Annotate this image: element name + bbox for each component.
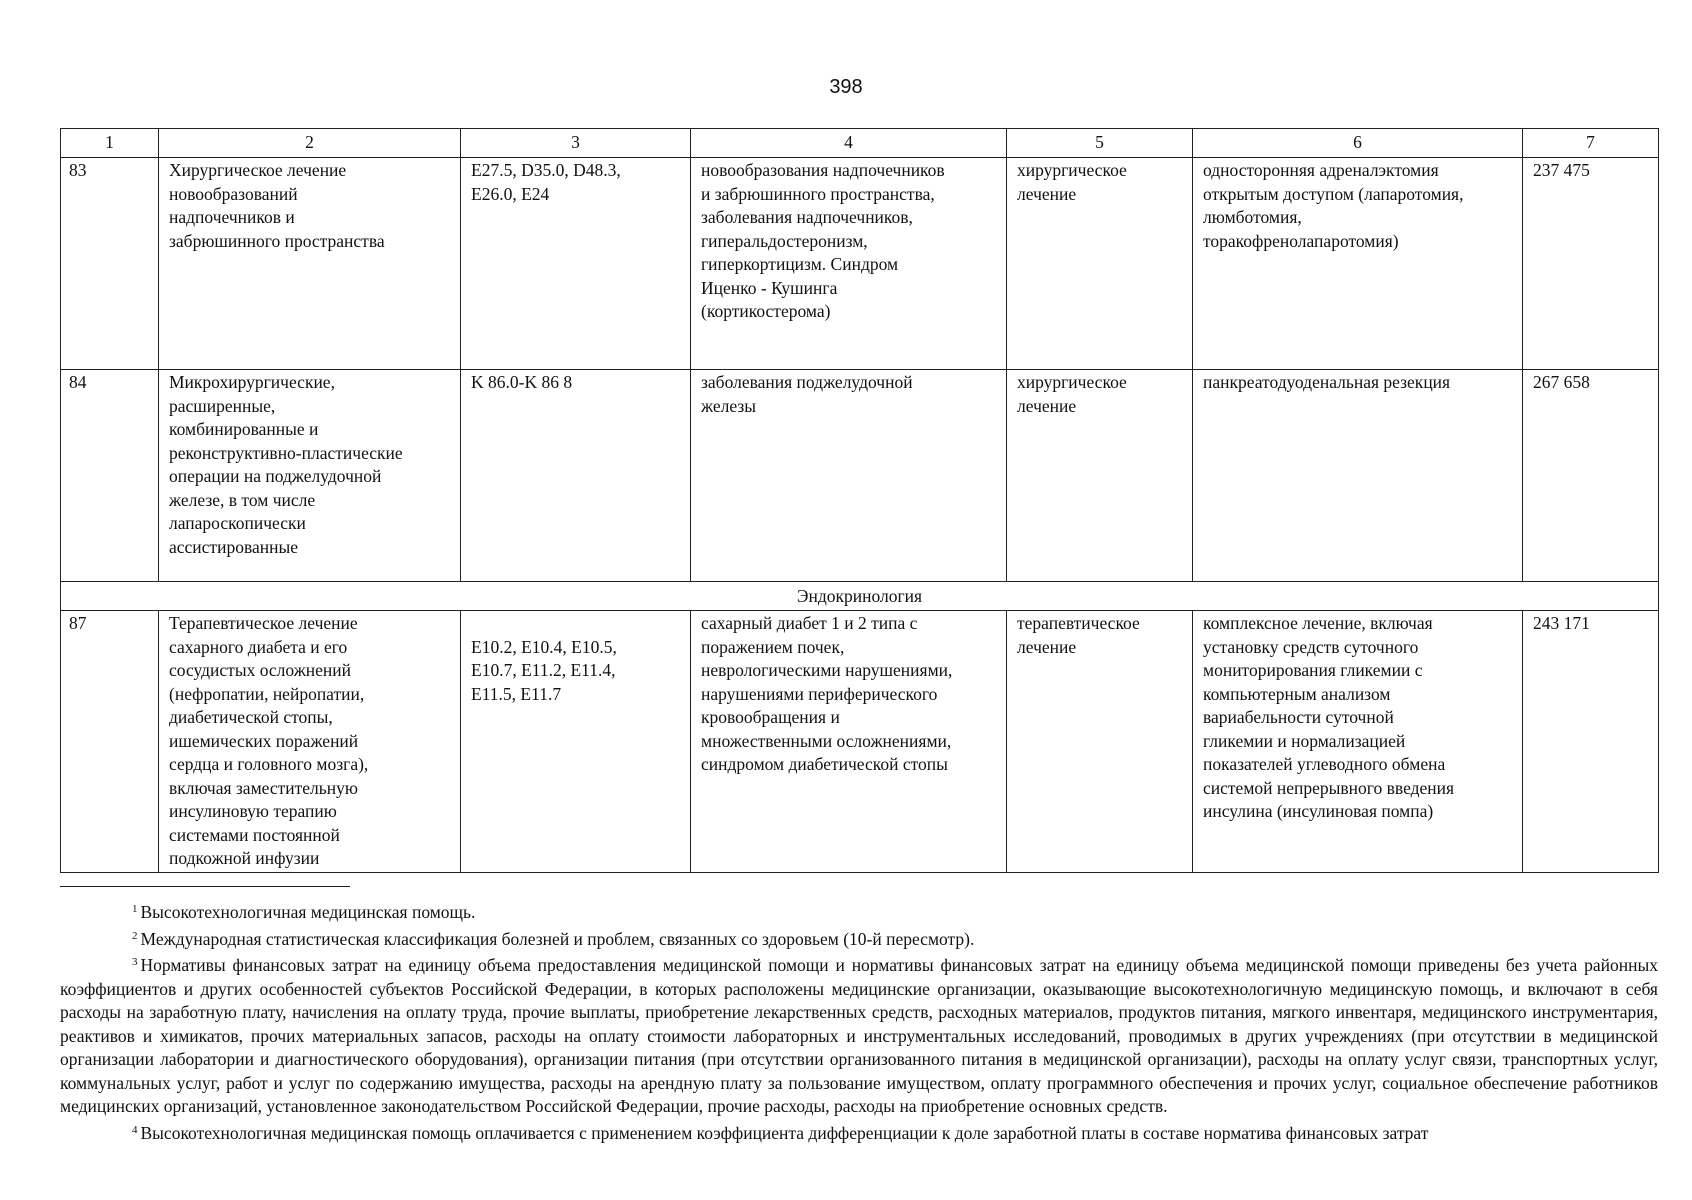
row-number: 84 — [61, 370, 159, 582]
cost-norm: 267 658 — [1523, 370, 1659, 582]
footnote-text: Высокотехнологичная медицинская помощь оплачивается с применением коэффициента дифференциации к доле заработной платы в составе норматива финансовых затрат — [140, 1122, 1429, 1143]
treatment-type: хирургическое лечение — [1007, 370, 1193, 582]
column-number-1: 1 — [61, 129, 159, 158]
section-title: Эндокринология — [61, 582, 1659, 611]
table-row — [61, 370, 1659, 582]
treatment-method: односторонняя адреналэктомия открытым доступом (лапаротомия, люмботомия, торакофренолапаротомия) — [1193, 158, 1523, 370]
column-number-4: 4 — [691, 129, 1007, 158]
footnote-text: Высокотехнологичная медицинская помощь. — [140, 902, 476, 922]
column-number-7: 7 — [1523, 129, 1659, 158]
procedure-name: Терапевтическое лечение сахарного диабета и его сосудистых осложнений (нефропатии, нейропатии, диабетической стопы, ишемических поражений сердца и головного мозга), включая заместительную инсулиновую терапию системами постоянной подкожной инфузии — [159, 611, 461, 873]
footnote — [60, 1119, 1658, 1146]
icd-codes: E10.2, E10.4, E10.5, E10.7, E11.2, E11.4, E11.5, E11.7 — [461, 611, 691, 873]
procedure-name: Микрохирургические, расширенные, комбинированные и реконструктивно-пластические операции на поджелудочной железе, в том числе лапароскопически ассистированные — [159, 370, 461, 582]
column-number-6: 6 — [1193, 129, 1523, 158]
cost-norm: 237 475 — [1523, 158, 1659, 370]
footnotes — [60, 898, 1658, 1145]
cost-norm: 243 171 — [1523, 611, 1659, 873]
row-number: 83 — [61, 158, 159, 370]
column-number-5: 5 — [1007, 129, 1193, 158]
footnote — [60, 951, 1658, 1119]
table-row — [61, 611, 1659, 873]
footnote-text: Международная статистическая классификация болезней и проблем, связанных со здоровьем (10-й пересмотр). — [140, 928, 975, 949]
section-row — [61, 582, 1659, 611]
procedures-table — [60, 128, 1659, 873]
footnote — [60, 925, 1658, 952]
patient-model: новообразования надпочечников и забрюшинного пространства, заболевания надпочечников, гиперальдостеронизм, гиперкортицизм. Синдром Иценко - Кушинга (кортикостерома) — [691, 158, 1007, 370]
treatment-method: панкреатодуоденальная резекция — [1193, 370, 1523, 582]
procedure-name: Хирургическое лечение новообразований надпочечников и забрюшинного пространства — [159, 158, 461, 370]
icd-codes: E27.5, D35.0, D48.3, E26.0, E24 — [461, 158, 691, 370]
footnote — [60, 898, 1658, 925]
column-number-row — [61, 129, 1659, 158]
patient-model: заболевания поджелудочной железы — [691, 370, 1007, 582]
patient-model: сахарный диабет 1 и 2 типа с поражением почек, неврологическими нарушениями, нарушениями периферического кровообращения и множественными осложнениями, синдромом диабетической стопы — [691, 611, 1007, 873]
table-row — [61, 158, 1659, 370]
column-number-3: 3 — [461, 129, 691, 158]
column-number-2: 2 — [159, 129, 461, 158]
icd-codes: K 86.0-K 86 8 — [461, 370, 691, 582]
footnote-text: Нормативы финансовых затрат на единицу объема предоставления медицинской помощи и нормативы финансовых затрат на единицу объема медицинской помощи приведены без учета районных коэффициентов и других особенностей субъектов Российской Федерации, в которых расположены медицинские организации, оказывающие высокотехнологичную медицинскую помощь, и включают в себя расходы на заработную плату, начисления на оплату труда, прочие выплаты, приобретение лекарственных средств, расходных материалов, продуктов питания, мягкого инвентаря, медицинского инструментария, реактивов и химикатов, прочих материальных запасов, расходы на оплату стоимости лабораторных и инструментальных исследований, проводимых в других учреждениях (при отсутствии в медицинской организации лаборатории и диагностического оборудования), организации питания (при отсутствии организованного питания в медицинской организации), расходы на оплату услуг связи, транспортных услуг, коммунальных услуг, работ и услуг по содержанию имущества, расходы на арендную плату за пользование имуществом, оплату программного обеспечения и прочих услуг, социальное обеспечение работников медицинских организаций, установленное законодательством Российской Федерации, прочие расходы, расходы на приобретение основных средств. — [60, 955, 1658, 1116]
footnote-mark: 3 — [132, 956, 138, 968]
footnote-mark: 4 — [132, 1123, 138, 1136]
footnote-mark: 1 — [132, 903, 138, 915]
footnote-divider — [60, 886, 350, 887]
row-number: 87 — [61, 611, 159, 873]
treatment-type: хирургическое лечение — [1007, 158, 1193, 370]
treatment-method: комплексное лечение, включая установку средств суточного мониторирования гликемии с компьютерным анализом вариабельности суточной гликемии и нормализацией показателей углеводного обмена системой непрерывного введения инсулина (инсулиновая помпа) — [1193, 611, 1523, 873]
footnote-mark: 2 — [132, 929, 138, 942]
page-number: 398 — [829, 76, 863, 98]
treatment-type: терапевтическое лечение — [1007, 611, 1193, 873]
